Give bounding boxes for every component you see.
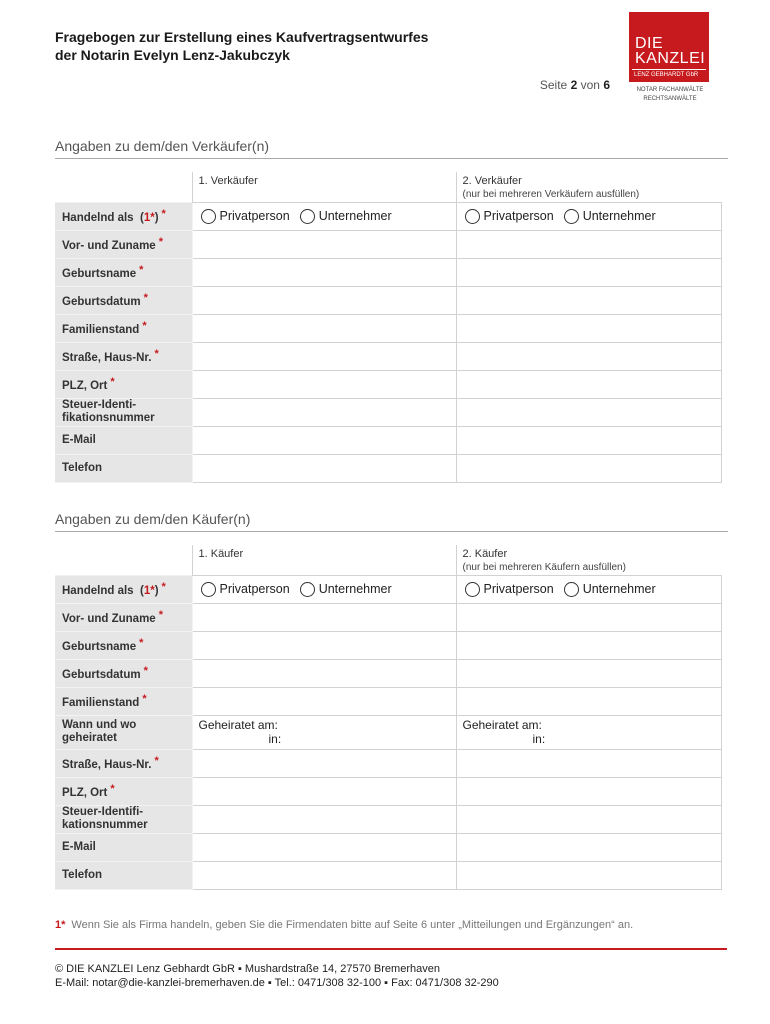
acting-as-label: Handelnd als (1*) * — [55, 575, 192, 603]
title-line-2: der Notarin Evelyn Lenz-Jakubczyk — [55, 47, 290, 63]
logo-subtitle: NOTAR FACHANWÄLTE RECHTSANWÄLTE — [636, 87, 704, 102]
birthdate-label: Geburtsdatum * — [55, 286, 192, 314]
seller-2-business-radio[interactable]: Unternehmer — [564, 209, 656, 224]
seller-1-email-field[interactable] — [192, 426, 456, 454]
buyer-1-city-field[interactable] — [192, 777, 456, 805]
radio-circle-icon[interactable] — [201, 209, 216, 224]
marital-label: Familienstand * — [55, 687, 192, 715]
radio-circle-icon[interactable] — [564, 582, 579, 597]
seller-2-private-radio[interactable]: Privatperson — [465, 209, 554, 224]
seller-1-city-field[interactable] — [192, 370, 456, 398]
footer-contact: E-Mail: notar@die-kanzlei-bremerhaven.de ▪ Tel.: 0471/308 32-100 ▪ Fax: 0471/308 32-290 — [55, 977, 499, 989]
radio-circle-icon[interactable] — [201, 582, 216, 597]
birthdate-label: Geburtsdatum * — [55, 659, 192, 687]
name-label: Vor- und Zuname * — [55, 603, 192, 631]
seller-1-name-field[interactable] — [192, 230, 456, 258]
marital-label: Familienstand * — [55, 314, 192, 342]
footer-divider — [55, 948, 727, 950]
seller-1-business-radio[interactable]: Unternehmer — [300, 209, 392, 224]
buyer-2-email-field[interactable] — [456, 833, 721, 861]
buyers-heading: Angaben zu dem/den Käufer(n) — [55, 511, 728, 532]
married-label: Wann und wo geheiratet — [55, 715, 192, 749]
seller-2-city-field[interactable] — [456, 370, 721, 398]
seller-2-birthname-field[interactable] — [456, 258, 721, 286]
buyer-2-marital-field[interactable] — [456, 687, 721, 715]
page-indicator: Seite 2 von 6 — [539, 78, 610, 92]
birthname-label: Geburtsname * — [55, 631, 192, 659]
buyer-1-married-field[interactable]: Geheiratet am: in: — [192, 715, 456, 749]
buyer-1-private-radio[interactable]: Privatperson — [201, 582, 290, 597]
taxid-label: Steuer-Identi- fikationsnummer — [55, 398, 192, 426]
buyer-2-name-field[interactable] — [456, 603, 721, 631]
seller-1-phone-field[interactable] — [192, 454, 456, 482]
email-label: E-Mail — [55, 426, 192, 454]
title-line-1: Fragebogen zur Erstellung eines Kaufvertragsentwurfes — [55, 29, 429, 45]
footer — [55, 962, 499, 990]
buyer-1-street-field[interactable] — [192, 749, 456, 777]
seller-2-email-field[interactable] — [456, 426, 721, 454]
street-label: Straße, Haus-Nr. * — [55, 342, 192, 370]
birthname-label: Geburtsname * — [55, 258, 192, 286]
buyer-2-city-field[interactable] — [456, 777, 721, 805]
buyer-1-column-header: 1. Käufer — [192, 545, 456, 575]
name-label: Vor- und Zuname * — [55, 230, 192, 258]
seller-2-street-field[interactable] — [456, 342, 721, 370]
seller-1-column-header: 1. Verkäufer — [192, 172, 456, 202]
footnote: 1* Wenn Sie als Firma handeln, geben Sie die Firmendaten bitte auf Seite 6 unter „Mitteilungen und Ergänzungen“ an. — [55, 919, 634, 931]
email-label: E-Mail — [55, 833, 192, 861]
phone-label: Telefon — [55, 454, 192, 482]
radio-circle-icon[interactable] — [465, 582, 480, 597]
acting-as-label: Handelnd als (1*) * — [55, 202, 192, 230]
phone-label: Telefon — [55, 861, 192, 889]
buyer-1-birthname-field[interactable] — [192, 631, 456, 659]
buyer-1-name-field[interactable] — [192, 603, 456, 631]
seller-2-phone-field[interactable] — [456, 454, 721, 482]
buyer-2-married-field[interactable]: Geheiratet am: in: — [456, 715, 721, 749]
seller-2-taxid-field[interactable] — [456, 398, 721, 426]
city-label: PLZ, Ort * — [55, 370, 192, 398]
radio-circle-icon[interactable] — [300, 209, 315, 224]
buyer-1-taxid-field[interactable] — [192, 805, 456, 833]
seller-2-birthdate-field[interactable] — [456, 286, 721, 314]
footer-address: © DIE KANZLEI Lenz Gebhardt GbR ▪ Mushardstraße 14, 27570 Bremerhaven — [55, 963, 440, 975]
radio-circle-icon[interactable] — [465, 209, 480, 224]
buyer-1-marital-field[interactable] — [192, 687, 456, 715]
buyer-2-business-radio[interactable]: Unternehmer — [564, 582, 656, 597]
seller-1-taxid-field[interactable] — [192, 398, 456, 426]
seller-2-name-field[interactable] — [456, 230, 721, 258]
buyer-2-taxid-field[interactable] — [456, 805, 721, 833]
seller-1-street-field[interactable] — [192, 342, 456, 370]
seller-1-private-radio[interactable]: Privatperson — [201, 209, 290, 224]
radio-circle-icon[interactable] — [300, 582, 315, 597]
buyers-table — [55, 545, 722, 890]
seller-2-marital-field[interactable] — [456, 314, 721, 342]
buyer-2-street-field[interactable] — [456, 749, 721, 777]
buyer-1-birthdate-field[interactable] — [192, 659, 456, 687]
seller-1-marital-field[interactable] — [192, 314, 456, 342]
radio-circle-icon[interactable] — [564, 209, 579, 224]
seller-2-column-header: 2. Verkäufer (nur bei mehreren Verkäufern ausfüllen) — [456, 172, 721, 202]
buyer-2-birthdate-field[interactable] — [456, 659, 721, 687]
seller-1-birthname-field[interactable] — [192, 258, 456, 286]
buyer-2-birthname-field[interactable] — [456, 631, 721, 659]
buyer-1-business-radio[interactable]: Unternehmer — [300, 582, 392, 597]
kanzlei-logo: DIE KANZLEI LENZ GEBHARDT GbR — [629, 12, 709, 82]
buyer-2-private-radio[interactable]: Privatperson — [465, 582, 554, 597]
sellers-table — [55, 172, 722, 483]
buyer-1-phone-field[interactable] — [192, 861, 456, 889]
buyer-2-column-header: 2. Käufer (nur bei mehreren Käufern ausfüllen) — [456, 545, 721, 575]
seller-1-birthdate-field[interactable] — [192, 286, 456, 314]
sellers-heading: Angaben zu dem/den Verkäufer(n) — [55, 138, 728, 159]
document-title — [55, 28, 428, 64]
city-label: PLZ, Ort * — [55, 777, 192, 805]
buyer-2-phone-field[interactable] — [456, 861, 721, 889]
street-label: Straße, Haus-Nr. * — [55, 749, 192, 777]
taxid-label: Steuer-Identifi- kationsnummer — [55, 805, 192, 833]
buyer-1-email-field[interactable] — [192, 833, 456, 861]
